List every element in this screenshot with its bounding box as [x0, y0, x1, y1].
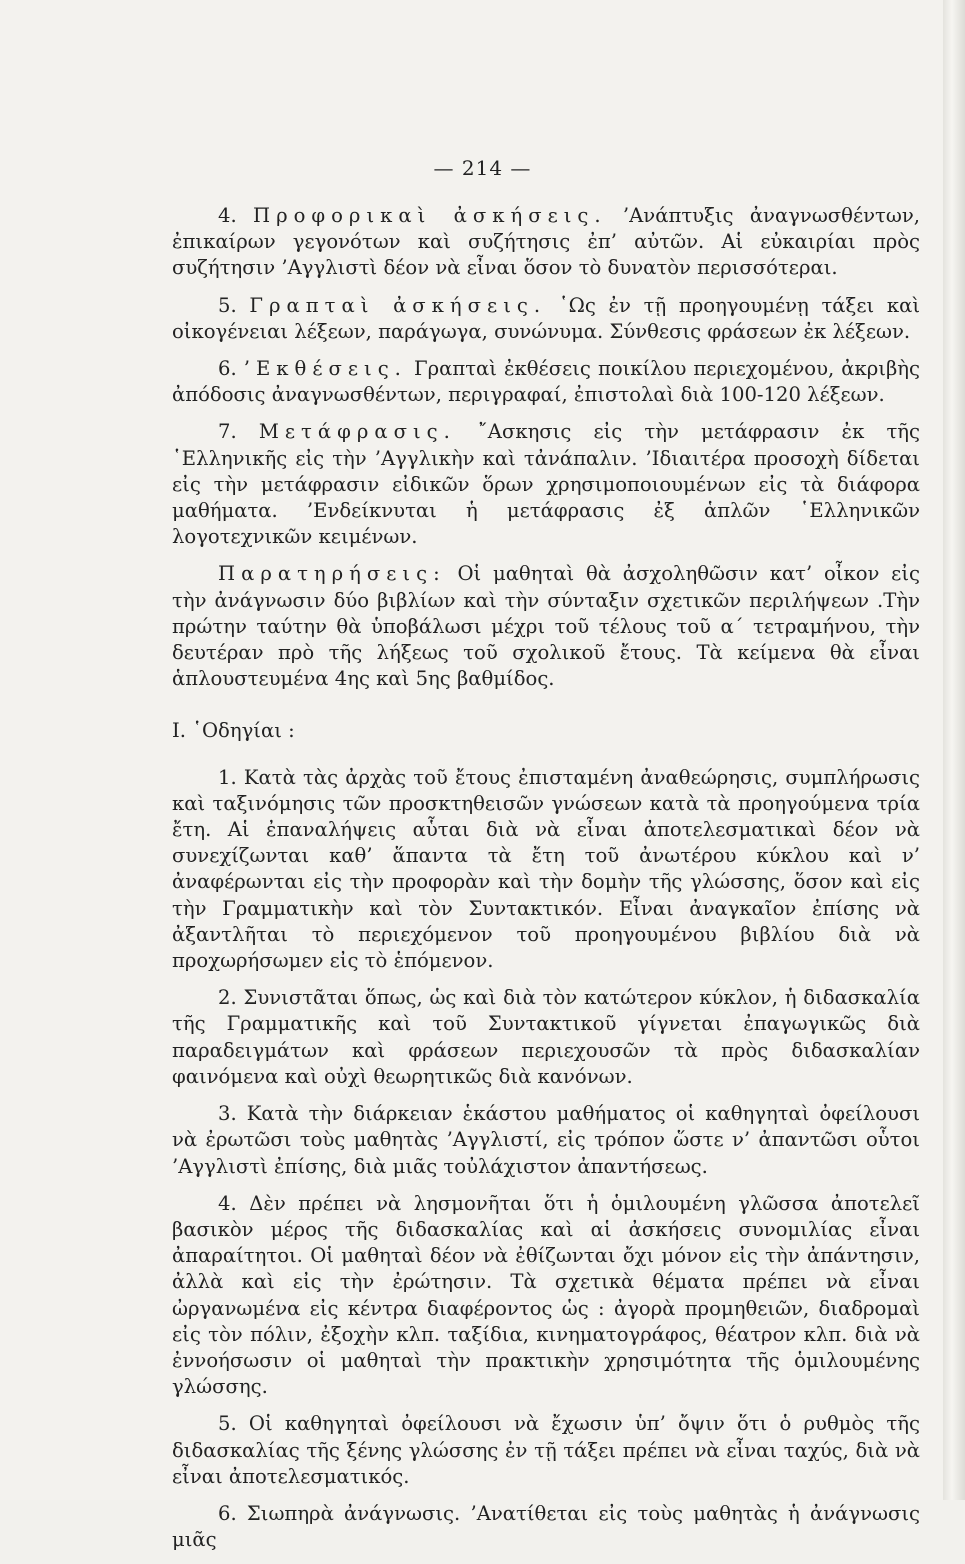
page-body [172, 203, 920, 1564]
instruction-paragraph: 4. Δὲν πρέπει νὰ λησμονῆται ὅτι ἡ ὁμιλουμένη γλῶσσα ἀποτελεῖ βασικὸν μέρος τῆς διδασκαλίας καὶ αἱ ἀσκήσεις συνομιλίας εἶναι ἀπαραίτητοι. Οἱ μαθηταὶ δέον νὰ ἐθίζωνται ὄχι μόνον εἰς τὴν ἀπάντησιν, ἀλλὰ καὶ εἰς τὴν ἐρώτησιν. Τὰ σχετικὰ θέματα πρέπει νὰ εἶναι ὠργανωμένα εἰς κέντρα διαφέροντος ὡς : ἀγορὰ προμηθειῶν, διαδρομαὶ εἰς τὸν πόλιν, ἐξοχὴν κλπ. ταξίδια, κινηματογράφος, θέατρον κλπ. διὰ νὰ ἐννοήσωσιν οἱ μαθηταὶ τὴν πρακτικὴν χρησιμότητα τῆς ὁμιλουμένης γλώσσης. [172, 1191, 920, 1399]
instruction-paragraph: 6. Σιωπηρὰ ἀνάγνωσις. ’Ανατίθεται εἰς τοὺς μαθητὰς ἡ ἀνάγνωσις μιᾶς [172, 1501, 920, 1552]
instruction-paragraph: 5. Οἱ καθηγηταὶ ὀφείλουσι νὰ ἔχωσιν ὑπ’ ὄψιν ὅτι ὁ ρυθμὸς τῆς διδασκαλίας τῆς ξένης γλώσσης ἐν τῇ τάξει πρέπει νὰ εἶναι ταχύς, διὰ νὰ εἶναι ἀποτελεσματικός. [172, 1412, 920, 1488]
section-translation [172, 419, 920, 550]
section-text: ’Ανάπτυξις ἀναγνωσθέντων, ἐπικαίρων γεγονότων καὶ συζήτησις ἐπ’ αὐτῶν. Αἱ εὐκαιρίαι πρὸς συζήτησιν ’Αγγλιστὶ δέον νὰ εἶναι ὅσον τὸ δυνατὸν περισσότεραι. [172, 204, 920, 280]
remarks-text: Οἱ μαθηταὶ θὰ ἀσχοληθῶσιν κατ’ οἶκον εἰς τὴν ἀνάγνωσιν δύο βιβλίων καὶ τὴν σύνταξιν σχετικῶν περιλήψεων .Τὴν πρώτην ταύτην θὰ ὑποβάλωσι μέχρι τοῦ τέλους τοῦ α΄ τετραμήνου, τὴν δευτέραν πρὸ τῆς λήξεως τοῦ σχολικοῦ ἔτους. Τὰ κείμενα θὰ εἶναι ἁπλουστευμένα 4ης καὶ 5ης βαθμίδος. [172, 562, 920, 691]
remarks-paragraph [172, 561, 920, 692]
instruction-paragraph: 2. Συνιστᾶται ὅπως, ὡς καὶ διὰ τὸν κατώτερον κύκλον, ἡ διδασκαλία τῆς Γραμματικῆς καὶ τοῦ Συντακτικοῦ γίγνεται ἐπαγωγικῶς διὰ παραδειγμάτων καὶ φράσεων περιεχουσῶν τὰ πρὸς διδασκαλίαν φαινόμενα καὶ οὐχὶ θεωρητικῶς διὰ κανόνων. [172, 986, 920, 1088]
page-number: — 214 — [433, 156, 532, 180]
section-number: 4. [218, 204, 237, 227]
section-text: ῎Ασκησις εἰς τὴν μετάφρασιν ἐκ τῆς ῾Ελληνικῆς εἰς τὴν ’Αγγλικὴν καὶ τἀνάπαλιν. ’Ιδιαιτέρα προσοχὴ δίδεται εἰς τὴν μετάφρασιν εἰδικῶν ὅρων χρησιμοποιουμένων εἰς τὰ διάφορα μαθήματα. ’Ενδείκνυται ἡ μετάφρασις ἐξ ἁπλῶν ῾Ελληνικῶν λογοτεχνικῶν κειμένων. [172, 420, 921, 549]
instructions-heading: Ι. ῾Οδηγίαι : [172, 719, 295, 743]
section-title: Γραπταὶ ἀσκήσεις. [249, 293, 547, 317]
page-edge-shadow [943, 0, 965, 1500]
section-written-exercises [172, 293, 920, 345]
section-number: 5. [218, 293, 237, 317]
section-title: Μετάφρασις. [258, 420, 456, 444]
remarks-title: Παρατηρήσεις: [218, 562, 446, 586]
section-text: Γραπταὶ ἐκθέσεις ποικίλου περιεχομένου, ἀκριβὴς ἀπόδοσις ἀναγνωσθέντων, περιγραφαί, ἐπιστολαὶ διὰ 100-120 λέξεων. [172, 357, 920, 407]
section-number: 7. [218, 420, 237, 444]
section-number: 6. [218, 357, 237, 381]
section-text: ῾Ως ἐν τῇ προηγουμένῃ τάξει καὶ οἰκογένειαι λέξεων, παράγωγα, συνώνυμα. Σύνθεσις φράσεων ἐκ λέξεων. [172, 293, 920, 343]
section-title: Προφορικαὶ ἀσκήσεις. [253, 204, 607, 227]
instruction-paragraph: 3. Κατὰ τὴν διάρκειαν ἑκάστου μαθήματος οἱ καθηγηταὶ ὀφείλουσι νὰ ἐρωτῶσι τοὺς μαθητὰς ’Αγγλιστί, εἰς τρόπον ὥστε ν’ ἀπαντῶσι οὗτοι ’Αγγλιστὶ ἐπίσης, διὰ μιᾶς τοὐλάχιστον ἀπαντήσεως. [172, 1102, 920, 1178]
section-title: ’Εκθέσεις. [243, 357, 407, 381]
section-essays [172, 356, 920, 408]
instruction-paragraph: 1. Κατὰ τὰς ἀρχὰς τοῦ ἔτους ἐπισταμένη ἀναθεώρησις, συμπλήρωσις καὶ ταξινόμησις τῶν προσκτηθεισῶν γνώσεων κατὰ τὰ προηγούμενα τρία ἔτη. Αἱ ἐπαναλήψεις αὗται διὰ νὰ εἶναι ἀποτελεσματικαὶ δέον νὰ συνεχίζωνται καθ’ ἅπαντα τὰ ἔτη τοῦ ἀνωτέρου κύκλου καὶ ν’ ἀναφέρωνται εἰς τὴν προφορὰν καὶ τὴν δομὴν τῆς γλώσσης, ὅσον καὶ εἰς τὴν Γραμματικὴν καὶ τὸν Συντακτικόν. Εἶναι ἀναγκαῖον ἐπίσης νὰ ἀξαντλῆται τὸ περιεχόμενον τοῦ προηγουμένου βιβλίου διὰ νὰ προχωρήσωμεν εἰς τὸ ἑπόμενον. [172, 765, 920, 973]
section-oral-exercises [172, 203, 920, 282]
